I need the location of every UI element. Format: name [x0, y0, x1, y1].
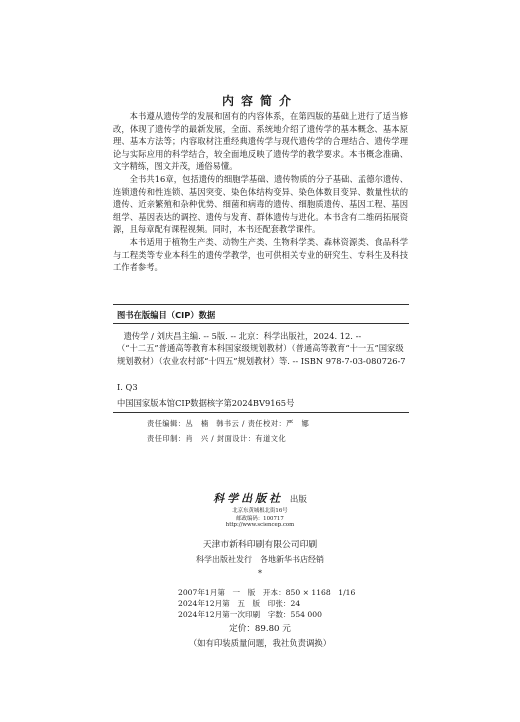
publisher-line	[0, 490, 520, 506]
cip-top-rule	[113, 304, 409, 305]
publisher-logo: 科学出版社	[213, 492, 284, 505]
cip-title: 图书在版编目（CIP）数据	[117, 310, 216, 320]
price-note: （如有印装质量问题，我社负责调换）	[188, 638, 332, 648]
edition-line-1: 2007年1月第 一 版 开本：850 × 1168 1/16	[178, 588, 356, 597]
intro-paragraph-3: 本书适用于植物生产类、动物生产类、生物科学类、森林资源类、食品科学与工程类等专业本科生的遗传学教学，也可供相关专业的研究生、专科生及科技工作者参考。	[113, 236, 408, 273]
price-label: 定价：89.80 元	[229, 624, 291, 634]
intro-text	[113, 110, 408, 274]
cip-check-number: 中国国家版本馆CIP数据核字第2024BV9165号	[117, 398, 295, 408]
publisher-suffix: 出版	[289, 495, 307, 505]
cip-line-2: （“十二五”普通高等教育本科国家级规划教材）（普通高等教育“十一五”国家级规划教材）（农业农村部“十四五”规划教材）等. -- ISBN 978-7-03-080726-7	[117, 343, 406, 366]
separator-star: *	[258, 569, 262, 578]
cip-line-1: 遗传学 / 刘庆昌主编. -- 5版. -- 北京：科学出版社，2024. 12. --	[123, 331, 362, 341]
intro-paragraph-2: 全书共16章，包括遗传的细胞学基础、遗传物质的分子基础、孟德尔遗传、连锁遗传和性连锁、基因突变、染色体结构变异、染色体数目变异、数量性状的遗传、近亲繁殖和杂种优势、细菌和病毒的遗传、细胞质遗传、基因工程、基因组学、基因表达的调控、遗传与发育、群体遗传与进化。本书含有二维码拓展资源，且每章配有课程视频。同时，本书还配套教学课件。	[113, 173, 408, 235]
cip-record	[117, 330, 409, 367]
intro-paragraph-1: 本书遵从遗传学的发展和固有的内容体系，在第四版的基础上进行了适当修改，体现了遗传学的最新发展，全面、系统地介绍了遗传学的基本概念、基本原理、基本方法等；内容取材注重经典遗传学与现代遗传学的合理结合、遗传学理论与实际应用的科学结合，较全面地反映了遗传学的教学要求。本书概念准确、文字精练，图文并茂，通俗易懂。	[113, 111, 408, 172]
publisher-address: 北京东黄城根北街16号	[232, 508, 288, 514]
edition-line-3: 2024年12月第一次印刷 字数：554 000	[178, 610, 322, 619]
publisher-postcode: 邮政编码：100717	[236, 516, 284, 522]
cip-classification: Ⅰ. Q3	[117, 382, 138, 392]
publisher-website: http://www.sciencep.com	[225, 522, 295, 528]
printer-line: 天津市新科印刷有限公司印刷	[202, 540, 318, 550]
intro-title: 内容简介	[221, 94, 298, 108]
distribution-line: 科学出版社发行 各地新华书店经销	[196, 555, 324, 564]
cip-title-rule	[113, 323, 409, 324]
credits-print: 责任印制：肖 兴 / 封面设计：有道文化	[147, 434, 287, 443]
cip-bottom-rule	[113, 412, 409, 413]
edition-line-2: 2024年12月第 五 版 印张：24	[178, 599, 301, 608]
credits-editor: 责任编辑：丛 楠 韩书云 / 责任校对：严 娜	[147, 419, 310, 428]
